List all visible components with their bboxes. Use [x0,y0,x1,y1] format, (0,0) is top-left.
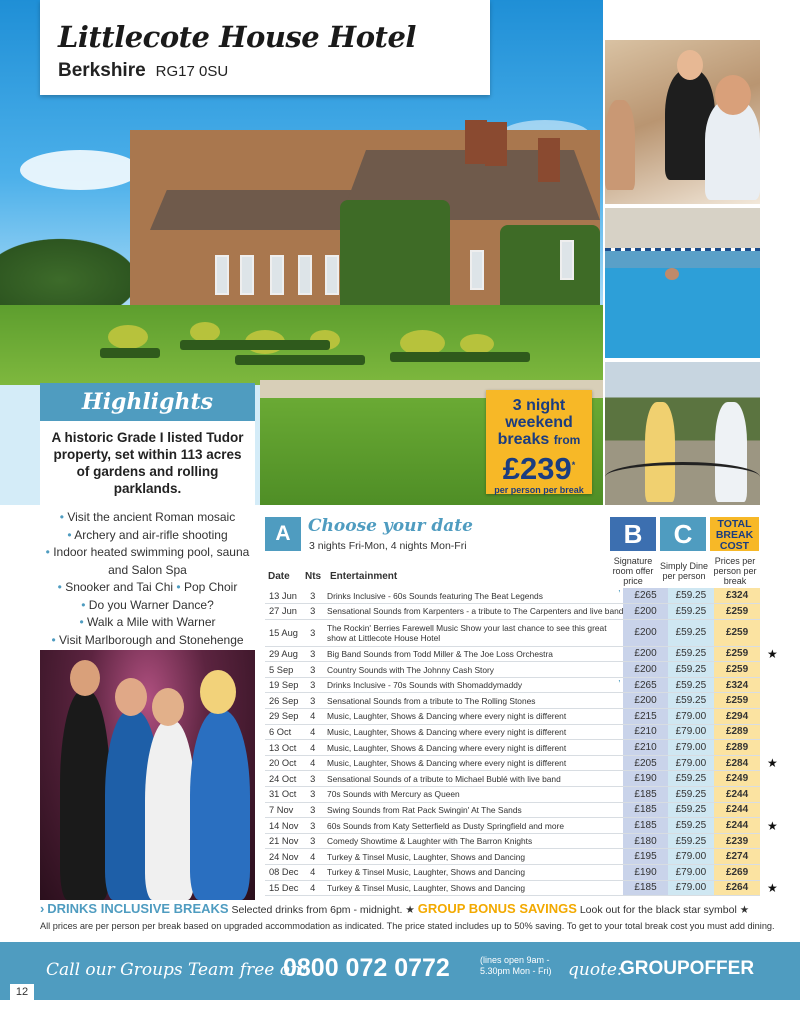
header-date: Date [268,571,290,582]
row-signature-price: £190 [623,865,667,881]
row-entertainment: Country Sounds with The Johnny Cash Story [325,662,623,678]
row-entertainment: Music, Laughter, Shows & Dancing where every night is different [325,709,623,725]
table-row [265,833,760,849]
highlights-list [40,509,255,649]
list-item: • Walk a Mile with Warner [79,615,216,629]
row-dine-price: £59.25 [668,677,715,693]
table-row [265,662,760,678]
column-b-label: B [610,517,656,551]
header-entertainment: Entertainment [330,571,398,582]
list-item: • Do you Warner Dance? [81,597,214,612]
row-signature-price: £185 [623,880,667,896]
row-date: 7 Nov [265,802,302,818]
row-total-price: £244 [714,787,760,803]
row-entertainment: 60s Sounds from Katy Setterfield as Dusty Springfield and more [325,818,623,834]
row-dine-price: £79.00 [668,724,715,740]
row-signature-price: £200 [623,662,667,678]
hotel-name: Littlecote House Hotel [58,20,416,54]
row-signature-price: £200 [623,693,667,709]
row-nights: 3 [302,646,325,662]
row-signature-price: £180 [623,833,667,849]
row-date: 13 Jun [265,588,302,604]
row-date: 08 Dec [265,865,302,881]
row-nights: 3 [302,693,325,709]
highlights-intro: A historic Grade I listed Tudor property, set within 113 acres of gardens and rolling parklands. [51,430,244,496]
row-total-price: £249 [714,771,760,787]
row-total-price: £259 [714,619,760,646]
title-card [40,0,490,95]
cycling-photo [605,362,760,505]
table-row [265,619,760,646]
drinks-inclusive-title: DRINKS INCLUSIVE BREAKS [47,901,229,916]
header-nights: Nts [305,571,322,582]
row-date: 29 Aug [265,646,302,662]
call-lead: Call our Groups Team free on: [46,960,307,980]
row-dine-price: £59.25 [668,771,715,787]
row-dine-price: £79.00 [668,755,715,771]
row-total-price: £289 [714,724,760,740]
row-nights: 3 [302,771,325,787]
row-total-price: £274 [714,849,760,865]
swimming-pool-photo [605,208,760,358]
row-entertainment: 70s Sounds with Mercury as Queen [325,787,623,803]
group-bonus-text: Look out for the black star symbol [579,904,737,916]
table-row [265,849,760,865]
highlights-panel [40,421,255,645]
table-row [265,865,760,881]
row-signature-price: £185 [623,802,667,818]
row-total-price: £244 [714,818,760,834]
total-break-cost-label: TOTAL BREAK COST [710,517,759,551]
table-row [265,787,760,803]
row-total-price: £259 [714,604,760,620]
list-item: • Indoor heated swimming pool, sauna and Salon Spa [45,545,250,577]
row-dine-price: £79.00 [668,709,715,725]
list-item: • Archery and air-rifle shooting [67,527,228,542]
row-date: 31 Oct [265,787,302,803]
row-dine-price: £79.00 [668,740,715,756]
row-date: 24 Nov [265,849,302,865]
table-row [265,709,760,725]
row-signature-price: £200 [623,619,667,646]
row-date: 6 Oct [265,724,302,740]
row-nights: 3 [302,619,325,646]
row-entertainment: Comedy Showtime & Laughter with The Barron Knights [325,833,623,849]
row-date: 21 Nov [265,833,302,849]
group-bonus-title: GROUP BONUS SAVINGS [417,901,577,916]
row-entertainment: Drinks Inclusive - 60s Sounds featuring The Beat Legends ’ [325,588,623,604]
singers-photo [40,650,255,900]
header-simply-dine: Simply Dine per person [660,561,709,581]
row-entertainment: Turkey & Tinsel Music, Laughter, Shows and Dancing [325,865,623,881]
row-nights: 4 [302,724,325,740]
row-date: 14 Nov [265,818,302,834]
row-signature-price: £200 [623,646,667,662]
dates-table [265,588,760,896]
row-nights: 3 [302,787,325,803]
offer-line3: breaks from [497,431,581,448]
row-total-price: £264 [714,880,760,896]
row-total-price: £259 [714,662,760,678]
row-nights: 3 [302,833,325,849]
row-dine-price: £59.25 [668,662,715,678]
row-nights: 4 [302,849,325,865]
row-nights: 4 [302,709,325,725]
row-signature-price: £210 [623,724,667,740]
choose-date-title: Choose your date [308,516,473,536]
offer-badge [486,390,592,494]
offer-per: per person per break [494,485,584,496]
table-row [265,880,760,896]
row-signature-price: £210 [623,740,667,756]
offer-line1: 3 night [512,397,566,414]
drink-glass-icon: ’ [618,678,621,690]
row-dine-price: £79.00 [668,865,715,881]
row-date: 19 Sep [265,677,302,693]
row-signature-price: £200 [623,604,667,620]
row-entertainment: Drinks Inclusive - 70s Sounds with Shomaddymaddy ’ [325,677,623,693]
table-row [265,802,760,818]
column-c-label: C [660,517,706,551]
star-icon: ★ [767,647,778,662]
table-row [265,588,760,604]
row-nights: 3 [302,677,325,693]
row-entertainment: Music, Laughter, Shows & Dancing where every night is different [325,740,623,756]
row-dine-price: £59.25 [668,588,715,604]
hotel-location [58,60,490,82]
table-row [265,740,760,756]
star-icon: ★ [405,904,415,916]
row-entertainment: Sensational Sounds from Karpenters - a tribute to The Carpenters and live band [325,604,623,620]
row-signature-price: £205 [623,755,667,771]
row-date: 20 Oct [265,755,302,771]
star-icon: ★ [767,756,778,771]
row-total-price: £259 [714,693,760,709]
row-total-price: £294 [714,709,760,725]
drinks-glass-icon: › [40,901,45,916]
row-nights: 4 [302,865,325,881]
row-dine-price: £59.25 [668,619,715,646]
row-nights: 3 [302,818,325,834]
row-nights: 3 [302,588,325,604]
row-date: 26 Sep [265,693,302,709]
column-a-label: A [265,517,301,551]
opening-hours: (lines open 9am - 5.30pm Mon - Fri) [480,955,552,976]
row-dine-price: £59.25 [668,802,715,818]
header-prices-per-person: Prices per person per break [713,556,757,586]
row-nights: 3 [302,604,325,620]
notes-line [40,901,760,916]
row-dine-price: £79.00 [668,849,715,865]
table-row [265,755,760,771]
table-row [265,771,760,787]
row-entertainment: Sensational Sounds of a tribute to Michael Bublé with live band [325,771,623,787]
row-date: 15 Dec [265,880,302,896]
list-item: • Snooker and Tai Chi • Pop Choir [57,580,238,594]
row-total-price: £269 [714,865,760,881]
row-total-price: £259 [714,646,760,662]
row-entertainment: Swing Sounds from Rat Pack Swingin' At The Sands [325,802,623,818]
row-entertainment: Music, Laughter, Shows & Dancing where every night is different [325,755,623,771]
call-bar [0,942,800,1000]
row-signature-price: £215 [623,709,667,725]
row-signature-price: £185 [623,787,667,803]
row-dine-price: £59.25 [668,833,715,849]
row-entertainment: The Rockin' Berries Farewell Music Show your last chance to see this great show at Littlecote House Hotel [325,619,623,646]
postcode: RG17 0SU [155,63,229,80]
row-date: 27 Jun [265,604,302,620]
row-signature-price: £185 [623,818,667,834]
table-row [265,724,760,740]
row-date: 15 Aug [265,619,302,646]
row-total-price: £324 [714,588,760,604]
row-dine-price: £59.25 [668,787,715,803]
phone-number[interactable]: 0800 072 0772 [283,954,450,982]
row-nights: 4 [302,740,325,756]
offer-line2: weekend [505,414,573,431]
row-total-price: £239 [714,833,760,849]
table-row [265,604,760,620]
quote-code: GROUPOFFER [620,958,755,979]
star-icon: ★ [767,818,778,833]
row-entertainment: Turkey & Tinsel Music, Laughter, Shows and Dancing [325,880,623,896]
row-dine-price: £59.25 [668,604,715,620]
star-icon: ★ [767,881,778,896]
row-total-price: £284 [714,755,760,771]
row-signature-price: £265 [623,677,667,693]
row-dine-price: £59.25 [668,693,715,709]
highlights-heading: Highlights [40,383,255,421]
page-number: 12 [10,984,34,1000]
offer-price: £239* [502,451,576,487]
row-nights: 4 [302,880,325,896]
dining-photo [605,40,760,204]
row-nights: 4 [302,755,325,771]
table-row [265,818,760,834]
row-entertainment: Big Band Sounds from Todd Miller & The Joe Loss Orchestra [325,646,623,662]
row-entertainment: Turkey & Tinsel Music, Laughter, Shows and Dancing [325,849,623,865]
row-total-price: £289 [714,740,760,756]
row-total-price: £324 [714,677,760,693]
row-date: 5 Sep [265,662,302,678]
row-nights: 3 [302,662,325,678]
row-date: 29 Sep [265,709,302,725]
row-entertainment: Sensational Sounds from a tribute to The Rolling Stones [325,693,623,709]
nights-note: 3 nights Fri-Mon, 4 nights Mon-Fri [309,540,467,552]
row-dine-price: £79.00 [668,880,715,896]
row-date: 13 Oct [265,740,302,756]
star-icon: ★ [739,904,750,916]
list-item: • Visit the ancient Roman mosaic [59,510,236,524]
quote-label: quote: [568,960,623,980]
row-signature-price: £195 [623,849,667,865]
drinks-inclusive-text: Selected drinks from 6pm - midnight. [231,904,403,916]
row-entertainment: Music, Laughter, Shows & Dancing where every night is different [325,724,623,740]
table-row [265,646,760,662]
row-signature-price: £190 [623,771,667,787]
drink-glass-icon: ’ [618,589,621,600]
table-row [265,677,760,693]
row-dine-price: £59.25 [668,818,715,834]
table-row [265,693,760,709]
header-signature-price: Signature room offer price [612,556,654,586]
county: Berkshire [58,60,146,81]
row-dine-price: £59.25 [668,646,715,662]
row-nights: 3 [302,802,325,818]
row-total-price: £244 [714,802,760,818]
row-signature-price: £265 [623,588,667,604]
price-disclaimer: All prices are per person per break based on upgraded accommodation as indicated. The price stated includes up to 50% saving. To get to your total break cost you must add dining. [40,921,775,931]
list-item: • Visit Marlborough and Stonehenge [51,632,244,647]
row-date: 24 Oct [265,771,302,787]
